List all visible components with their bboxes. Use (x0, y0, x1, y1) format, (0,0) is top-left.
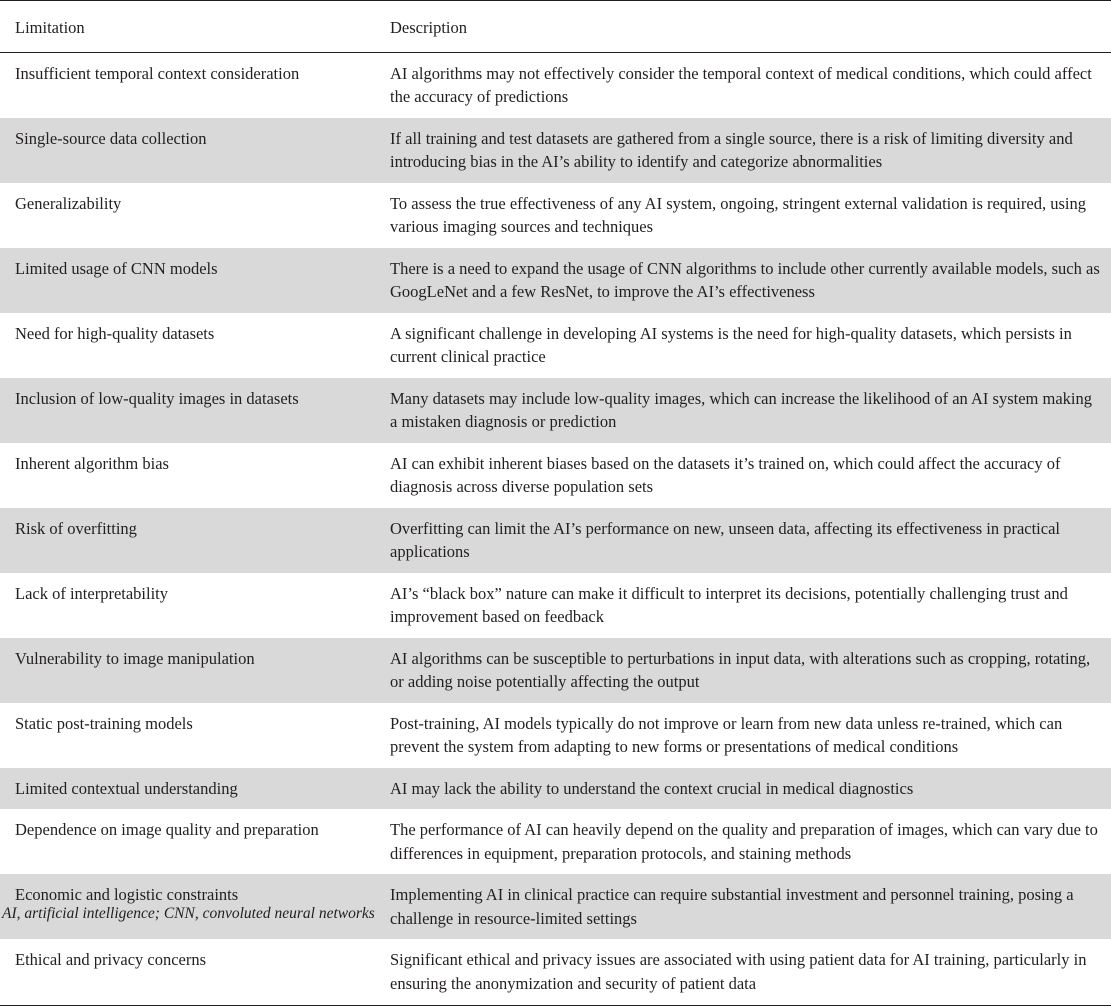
table-body (0, 52, 1111, 1006)
description-cell: AI may lack the ability to understand the context crucial in medical diagnostics (375, 768, 1111, 810)
description-cell: If all training and test datasets are gathered from a single source, there is a risk of limiting diversity and introducing bias in the AI’s ability to identify and categorize abnormalities (375, 118, 1111, 183)
table-row (0, 638, 1111, 703)
description-cell: Many datasets may include low-quality images, which can increase the likelihood of an AI system making a mistaken diagnosis or prediction (375, 378, 1111, 443)
description-cell: AI can exhibit inherent biases based on the datasets it’s trained on, which could affect the accuracy of diagnosis across diverse population sets (390, 453, 1061, 496)
table-row (0, 313, 1111, 378)
table-row (0, 508, 1111, 573)
table-row (0, 248, 1111, 313)
limitation-cell: Limited contextual understanding (0, 768, 375, 810)
description-cell: There is a need to expand the usage of CNN algorithms to include other currently available models, such as GoogLeNet and a few ResNet, to improve the AI’s effectiveness (375, 248, 1111, 313)
description-cell: AI’s “black box” nature can make it difficult to interpret its decisions, potentially challenging trust and improvement based on feedback (390, 583, 1068, 626)
description-cell: The performance of AI can heavily depend on the quality and preparation of images, which can vary due to differences in equipment, preparation protocols, and staining methods (390, 820, 1098, 863)
limitation-cell: Ethical and privacy concerns (0, 939, 375, 1006)
limitation-cell: Risk of overfitting (0, 508, 375, 573)
table-row (0, 378, 1111, 443)
limitation-cell: Lack of interpretability (15, 583, 169, 603)
description-cell: Implementing AI in clinical practice can require substantial investment and personnel training, posing a challenge in resource-limited settings (375, 874, 1111, 939)
table-row (0, 939, 1111, 1006)
limitation-cell: Need for high-quality datasets (15, 323, 215, 343)
limitation-cell: Inclusion of low-quality images in datasets (0, 378, 375, 443)
header-description: Description (375, 1, 1111, 53)
limitation-cell: Limited usage of CNN models (0, 248, 375, 313)
limitation-cell: Dependence on image quality and preparation (15, 820, 319, 839)
description-cell: Overfitting can limit the AI’s performance on new, unseen data, affecting its effectiveness in practical applications (375, 508, 1111, 573)
description-cell: AI algorithms can be susceptible to perturbations in input data, with alterations such as cropping, rotating, or adding noise potentially affecting the output (375, 638, 1111, 703)
limitation-cell: Generalizability (15, 193, 122, 213)
table-row (0, 703, 1111, 768)
table-footnote: AI, artificial intelligence; CNN, convoluted neural networks (2, 905, 375, 922)
header-row (0, 1, 1111, 53)
table-row (0, 52, 1111, 118)
limitation-cell: Economic and logistic constraints (0, 874, 375, 939)
description-cell: A significant challenge in developing AI systems is the need for high-quality datasets, which persists in current clinical practice (390, 323, 1072, 366)
table-row (0, 183, 1111, 248)
table-row (0, 573, 1111, 638)
table-row (0, 768, 1111, 810)
description-cell: Significant ethical and privacy issues are associated with using patient data for AI training, particularly in ensuring the anonymization and security of patient data (375, 939, 1111, 1006)
limitation-cell: Insufficient temporal context consideration (15, 63, 300, 83)
description-cell: To assess the true effectiveness of any AI system, ongoing, stringent external validation is required, using various imaging sources and techniques (390, 193, 1086, 236)
limitation-cell: Static post-training models (15, 713, 193, 733)
table-row (0, 809, 1111, 874)
header-limitation: Limitation (0, 1, 375, 53)
limitation-cell: Single-source data collection (0, 118, 375, 183)
description-cell: AI algorithms may not effectively consider the temporal context of medical conditions, which could affect the accuracy of predictions (390, 63, 1092, 106)
limitation-cell: Vulnerability to image manipulation (0, 638, 375, 703)
table-header (0, 1, 1111, 53)
limitation-cell: Inherent algorithm bias (15, 453, 169, 473)
table-row (0, 443, 1111, 508)
description-cell: Post-training, AI models typically do not improve or learn from new data unless re-trained, which can prevent the system from adapting to new forms or presentations of medical conditions (390, 713, 1063, 756)
table-row (0, 118, 1111, 183)
